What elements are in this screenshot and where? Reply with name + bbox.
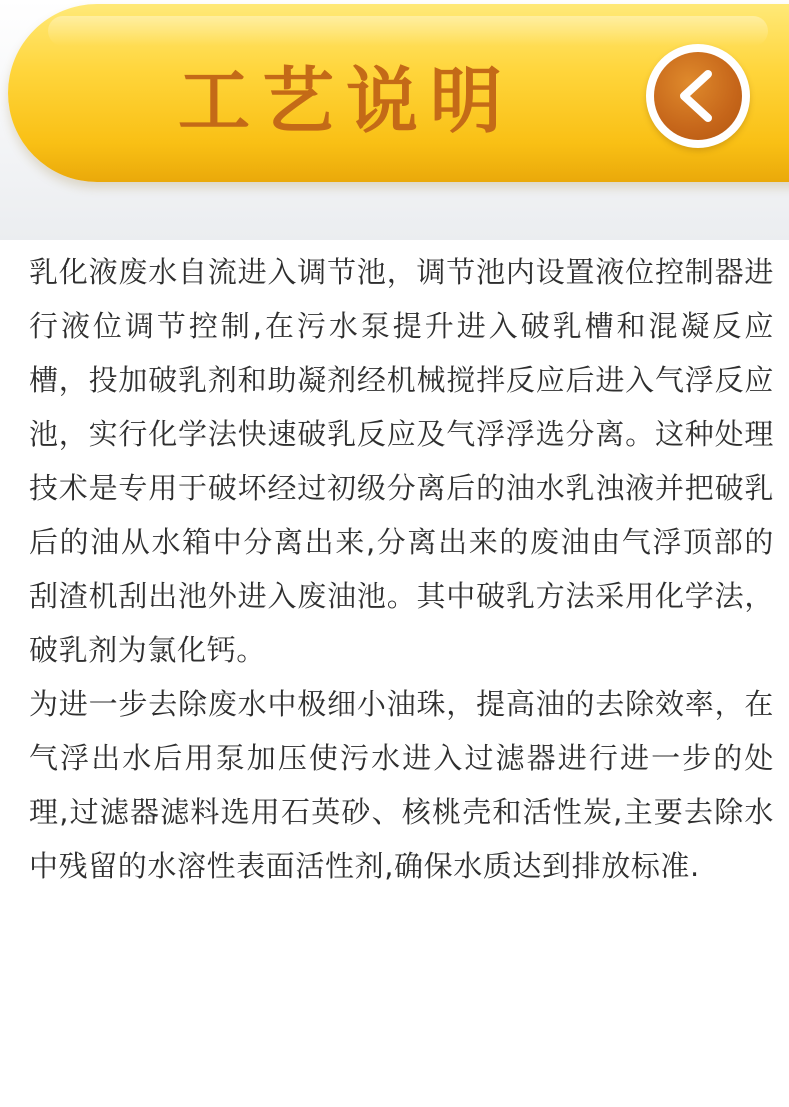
header-area: [0, 0, 789, 240]
process-description: [29, 245, 774, 893]
chevron-left-icon: [646, 44, 750, 148]
paragraph-1: 乳化液废水自流进入调节池，调节池内设置液位控制器进行液位调节控制,在污水泵提升进入破乳槽和混凝反应槽，投加破乳剂和助凝剂经机械搅拌反应后进入气浮反应池，实行化学法快速破乳反应及气浮浮选分离。这种处理技术是专用于破坏经过初级分离后的油水乳浊液并把破乳后的油从水箱中分离出来,分离出来的废油由气浮顶部的刮渣机刮出池外进入废油池。其中破乳方法采用化学法，破乳剂为氯化钙。: [29, 255, 774, 667]
paragraph-2: 为进一步去除废水中极细小油珠，提高油的去除效率，在气浮出水后用泵加压使污水进入过滤器进行进一步的处理,过滤器滤料选用石英砂、核桃壳和活性炭,主要去除水中残留的水溶性表面活性剂,确保水质达到排放标准.: [29, 687, 774, 883]
title-banner: [8, 4, 789, 182]
back-button[interactable]: [646, 44, 750, 148]
page-title: 工艺说明: [178, 58, 515, 143]
